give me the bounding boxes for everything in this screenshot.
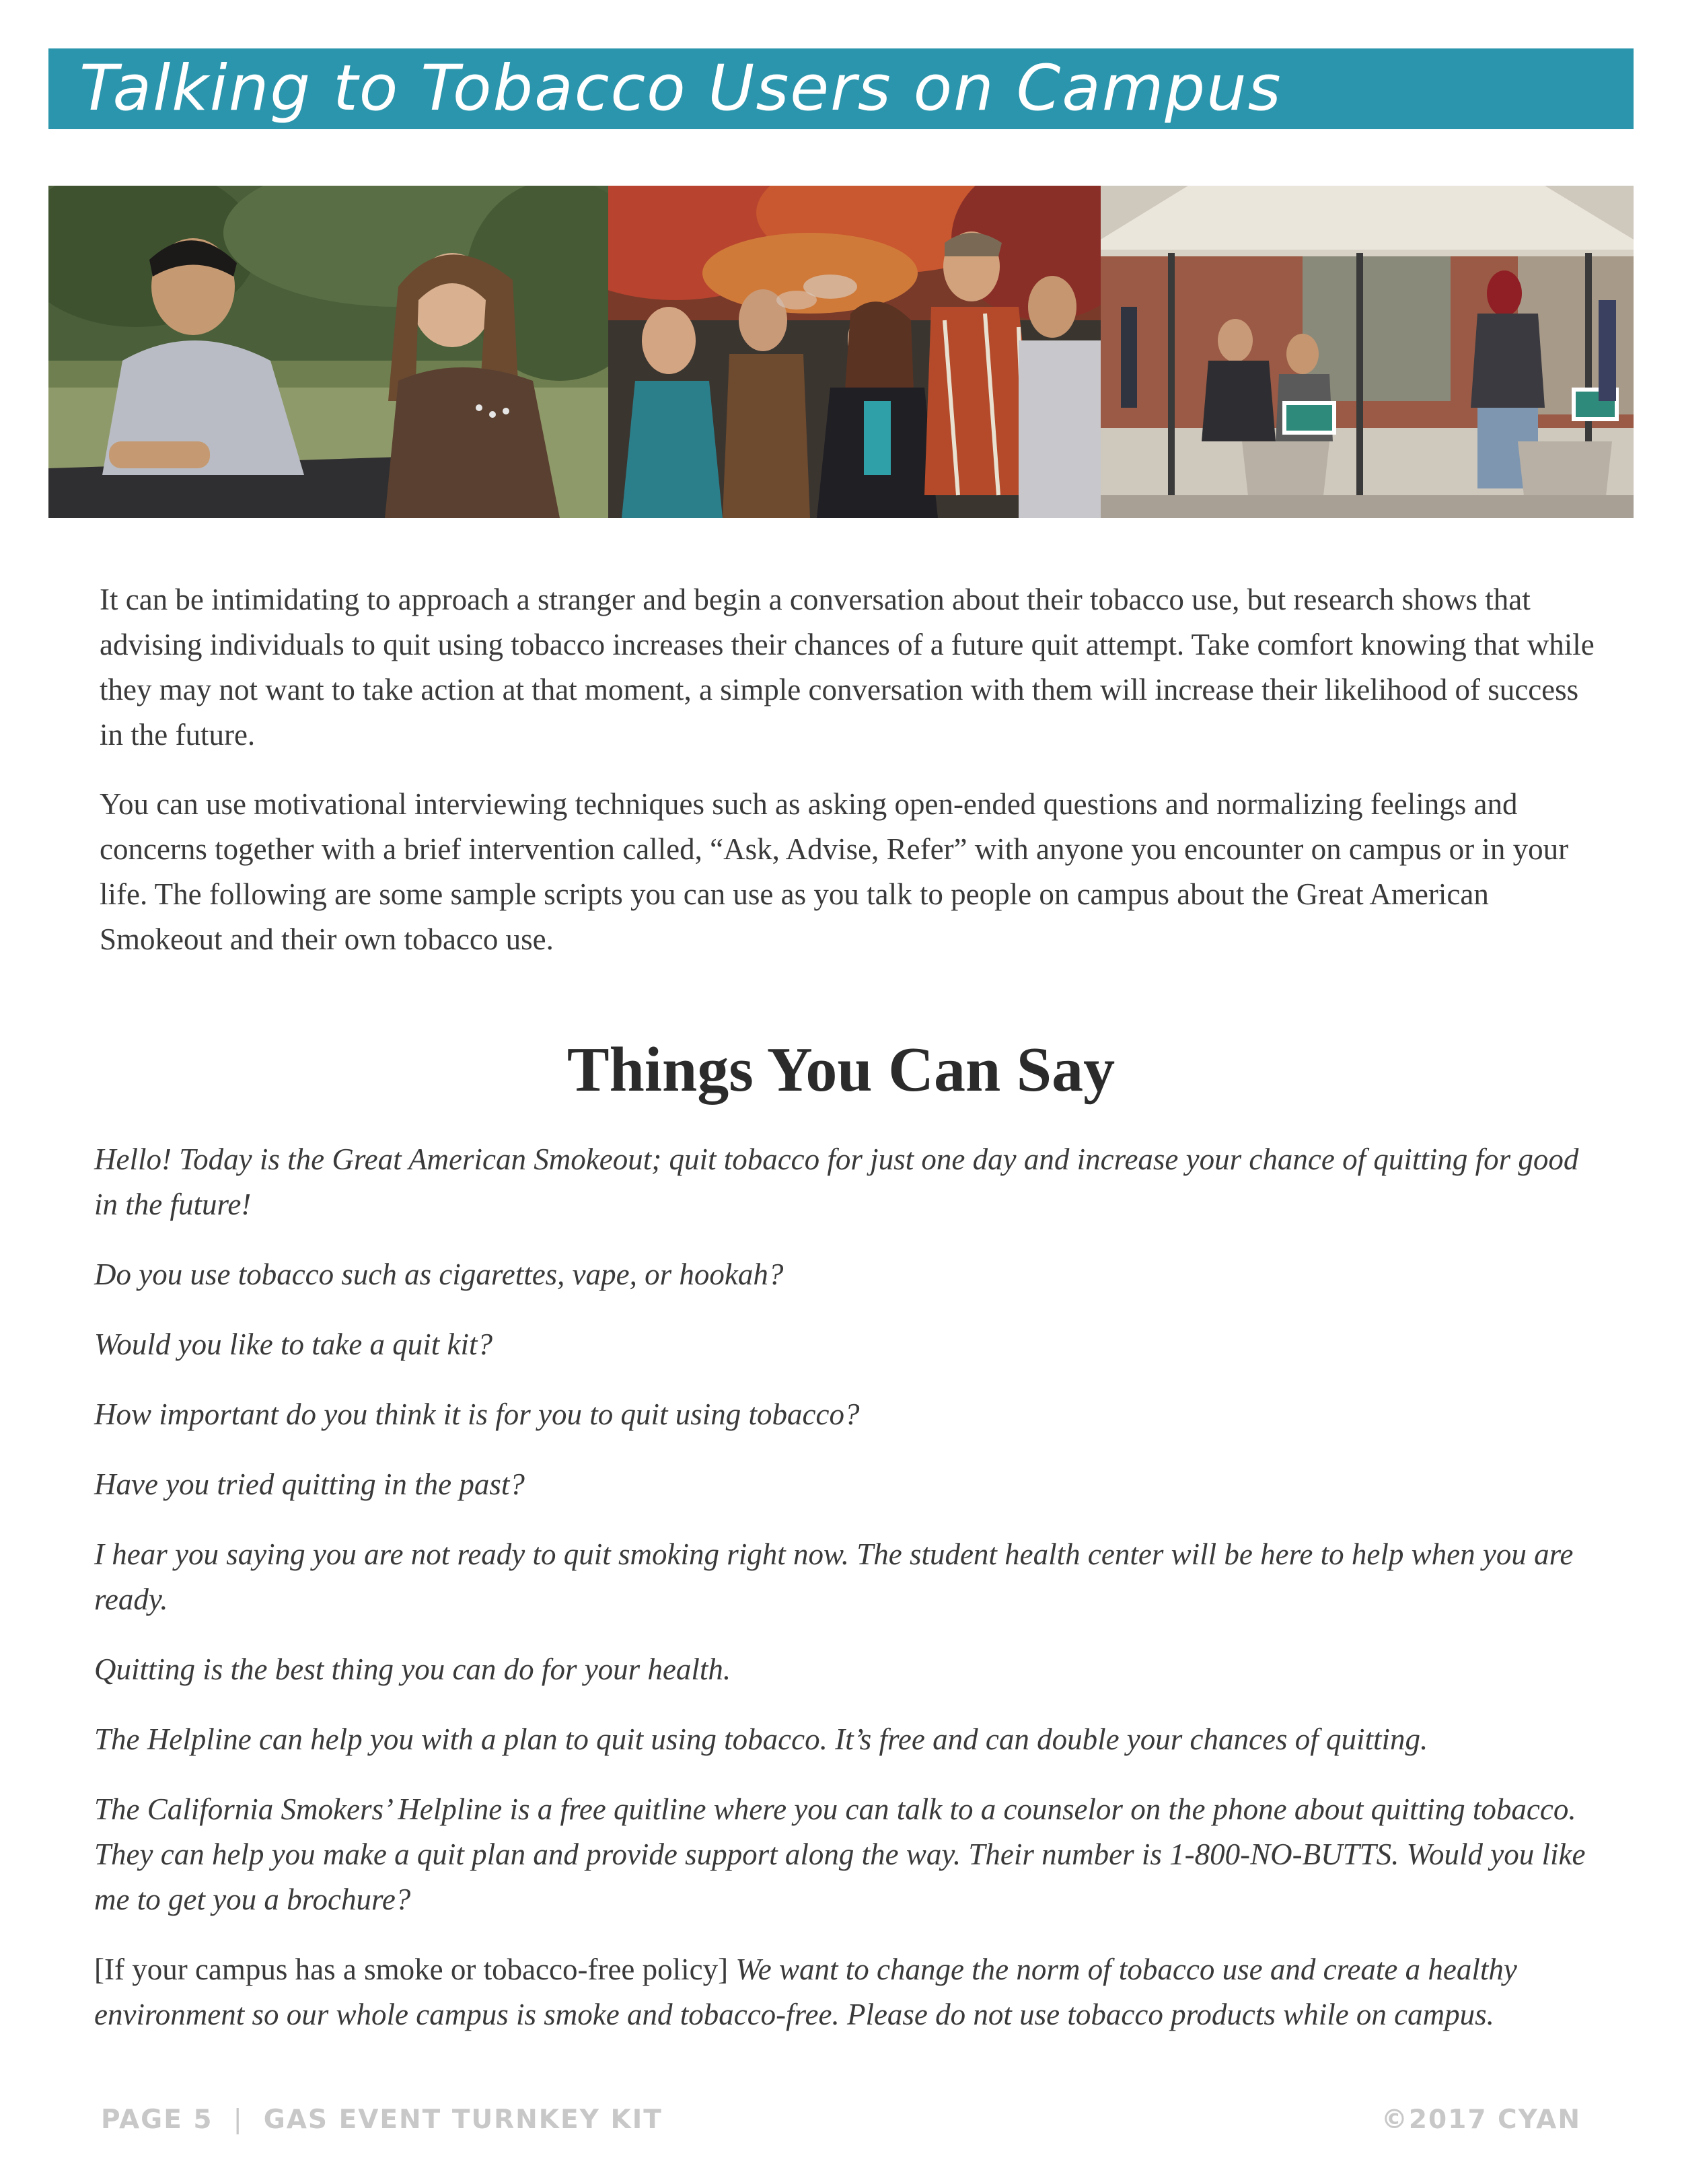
script-line: How important do you think it is for you to quit using tobacco? — [94, 1397, 860, 1431]
intro-paragraph-1: It can be intimidating to approach a stranger and begin a conversation about their tobacco use, but research shows that advising individuals to quit using tobacco increases their chances of a future quit attempt. Take comfort knowing that while they may not want to take action at that moment, a simple conversation with them will increase their likelihood of success in the future. — [100, 583, 1595, 752]
script-line: The California Smokers’ Helpline is a free quitline where you can talk to a counselor on the phone about quitting tobacco. They can help you make a quit plan and provide support along the way. Their number is 1-800-NO-BUTTS. Would you like me to get you a brochure? — [94, 1792, 1586, 1916]
script-line: Have you tried quitting in the past? — [94, 1467, 525, 1501]
crowd-smoking-photo — [608, 186, 1101, 518]
script-line: Would you like to take a quit kit? — [94, 1327, 492, 1361]
footer-separator: | — [233, 2105, 244, 2135]
section-heading: Things You Can Say — [566, 1035, 1116, 1105]
page-title: Talking to Tobacco Users on Campus — [79, 52, 1282, 125]
script-line: Do you use tobacco such as cigarettes, vape, or hookah? — [94, 1258, 784, 1291]
footer-left — [101, 2105, 663, 2135]
title-banner — [48, 48, 1634, 129]
sample-scripts — [94, 1137, 1608, 2062]
page-number: PAGE 5 — [101, 2105, 213, 2135]
photo-strip — [48, 186, 1634, 518]
designated-smoking-area-photo — [1101, 186, 1634, 518]
script-line: The Helpline can help you with a plan to quit using tobacco. It’s free and can double your chances of quitting. — [94, 1722, 1428, 1756]
script-line: Quitting is the best thing you can do for your health. — [94, 1652, 731, 1686]
intro-text — [100, 577, 1600, 986]
script-line: Hello! Today is the Great American Smokeout; quit tobacco for just one day and increase your chance of quitting for good in the future! — [94, 1142, 1579, 1221]
script-line: I hear you saying you are not ready to quit smoking right now. The student health center will be here to help when you are ready. — [94, 1537, 1574, 1616]
kit-name: GAS EVENT TURNKEY KIT — [263, 2105, 663, 2135]
two-students-talking-photo — [48, 186, 608, 518]
policy-script — [94, 1947, 1608, 2037]
policy-script-text: We want to change the norm of tobacco use and create a healthy environment so our whole campus is smoke and tobacco-free. Please do not use tobacco products while on campus. — [94, 1953, 1517, 2031]
policy-condition: [If your campus has a smoke or tobacco-free policy] — [94, 1953, 729, 1986]
intro-paragraph-2: You can use motivational interviewing techniques such as asking open-ended questions and normalizing feelings and concerns together with a brief intervention called, “Ask, Advise, Refer” with anyone you encounter on campus or in your life. The following are some sample scripts you can use as you talk to people on campus about the Great American Smokeout and their own tobacco use. — [100, 787, 1569, 956]
copyright: ©2017 CYAN — [1381, 2105, 1581, 2135]
